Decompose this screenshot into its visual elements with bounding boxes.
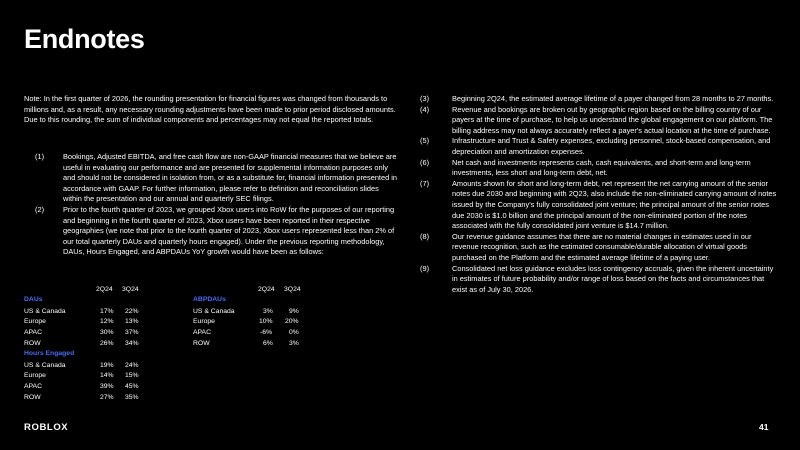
endnote-1	[24, 152, 399, 205]
endnote-text: Revenue and bookings are broken out by geographic region based on the billing country of our payers at the time of purchase, to help us understand the global engagement on our platform. The billing address may not always accurately reflect a payer's actual location at the time of purchase.	[452, 104, 773, 135]
endnote-2	[24, 205, 399, 258]
endnote-number: (1)	[35, 152, 45, 161]
endnote-text: Bookings, Adjusted EBITDA, and free cash flow are non-GAAP financial measures that we believe are useful in evaluating our performance and are presented for supplemental information purposes only and should not be considered in isolation from, or as a substitute for, financial information presented in accordance with GAAP. For further information, please refer to definition and reconciliation slides within the presentation and our annual and quarterly SEC filings.	[63, 152, 398, 204]
growth-table-abpdaus: 2Q24 3Q24 ABPDAUs US & Canada 3% 9% Europe 10% 20% APAC -6% 0% ROW 6% 3%	[193, 286, 301, 347]
intro-note: Note: In the first quarter of 2026, the rounding presentation for financial figures was changed from thousands to millions and, as a result, any necessary rounding adjustments have been made to prior period disclosed amounts. Due to this rounding, the sum of individual components and percentages may not equal the reported totals.	[24, 94, 396, 125]
endnote-5	[420, 136, 778, 157]
column-header: 2Q24	[258, 286, 275, 293]
page-title: Endnotes	[24, 24, 145, 54]
endnotes-left-column	[24, 152, 399, 258]
endnote-8	[420, 232, 778, 264]
endnote-text: Prior to the fourth quarter of 2023, we grouped Xbox users into RoW for the purposes of our reporting and beginning in the fourth quarter of 2023, Xbox users have been reported in their respective geographies (we note that prior to the fourth quarter of 2023, Xbox users represented less than 2% of our total quarterly DAUs and quarterly hours engaged). Under the previous reporting methodology, DAUs, Hours Engaged, and ABPDAUs YoY growth would have been as follows:	[63, 204, 395, 257]
endnote-7	[420, 179, 778, 232]
endnote-number: (6)	[420, 157, 430, 167]
column-header: 2Q24	[96, 286, 113, 293]
endnote-number: (7)	[420, 178, 430, 188]
endnote-number: (4)	[420, 104, 430, 114]
column-header: 3Q24	[122, 286, 139, 293]
endnote-number: (9)	[420, 263, 430, 273]
endnote-text: Amounts shown for short and long-term debt, net represent the net carrying amount of the senior notes due 2030 and beginning with 2Q23, also include the non-eliminated carrying amount of notes issued by the Company's fully consolidated joint venture; the principal amount of the senior notes due 2030 is $1.0 billion and the principal amount of the non-eliminated portion of the notes associated with the fully consolidated joint venture is $14.7 million.	[452, 178, 777, 231]
endnote-number: (8)	[420, 231, 430, 241]
endnote-3	[420, 94, 778, 105]
endnotes-right-column	[420, 94, 778, 295]
endnote-number: (2)	[35, 204, 45, 214]
section-heading: DAUs	[24, 296, 43, 303]
endnote-text: Net cash and investments represents cash, cash equivalents, and short-term and long-term investments, less short and long-term debt, net.	[452, 157, 751, 178]
section-heading: Hours Engaged	[24, 350, 75, 357]
roblox-logo: ROBLOX	[24, 422, 69, 433]
growth-table-daus-hours: 2Q24 3Q24 DAUs US & Canada 17% 22% Europe 12% 13% APAC 30% 37% ROW 26% 34% Hours Engaged US & Canada 19% 24% Europe 14% 15% APAC 39% 45% ROW 27% 35%	[24, 286, 139, 401]
endnote-text: Beginning 2Q24, the estimated average lifetime of a payer changed from 28 months to 27 months.	[452, 94, 774, 103]
section-heading: ABPDAUs	[193, 296, 226, 303]
endnote-6	[420, 158, 778, 179]
endnote-4	[420, 105, 778, 137]
endnote-text: Consolidated net loss guidance excludes loss contingency accruals, given the inherent uncertainty in estimates of future probability and/or range of loss based on the facts and circumstances that exist as of July 30, 2026.	[452, 263, 774, 294]
endnote-text: Our revenue guidance assumes that there are no material changes in estimates used in our revenue recognition, such as the estimated consumable/durable allocation of virtual goods purchased on the Platform and the estimated average lifetime of a paying user.	[452, 231, 752, 262]
endnote-number: (5)	[420, 136, 430, 146]
column-header: 3Q24	[284, 286, 301, 293]
page-number: 41	[759, 422, 769, 432]
endnote-text: Infrastructure and Trust & Safety expenses, excluding personnel, stock-based compensation, and depreciation and amortization expenses.	[452, 136, 771, 156]
endnote-9	[420, 264, 778, 296]
endnote-number: (3)	[420, 94, 430, 103]
